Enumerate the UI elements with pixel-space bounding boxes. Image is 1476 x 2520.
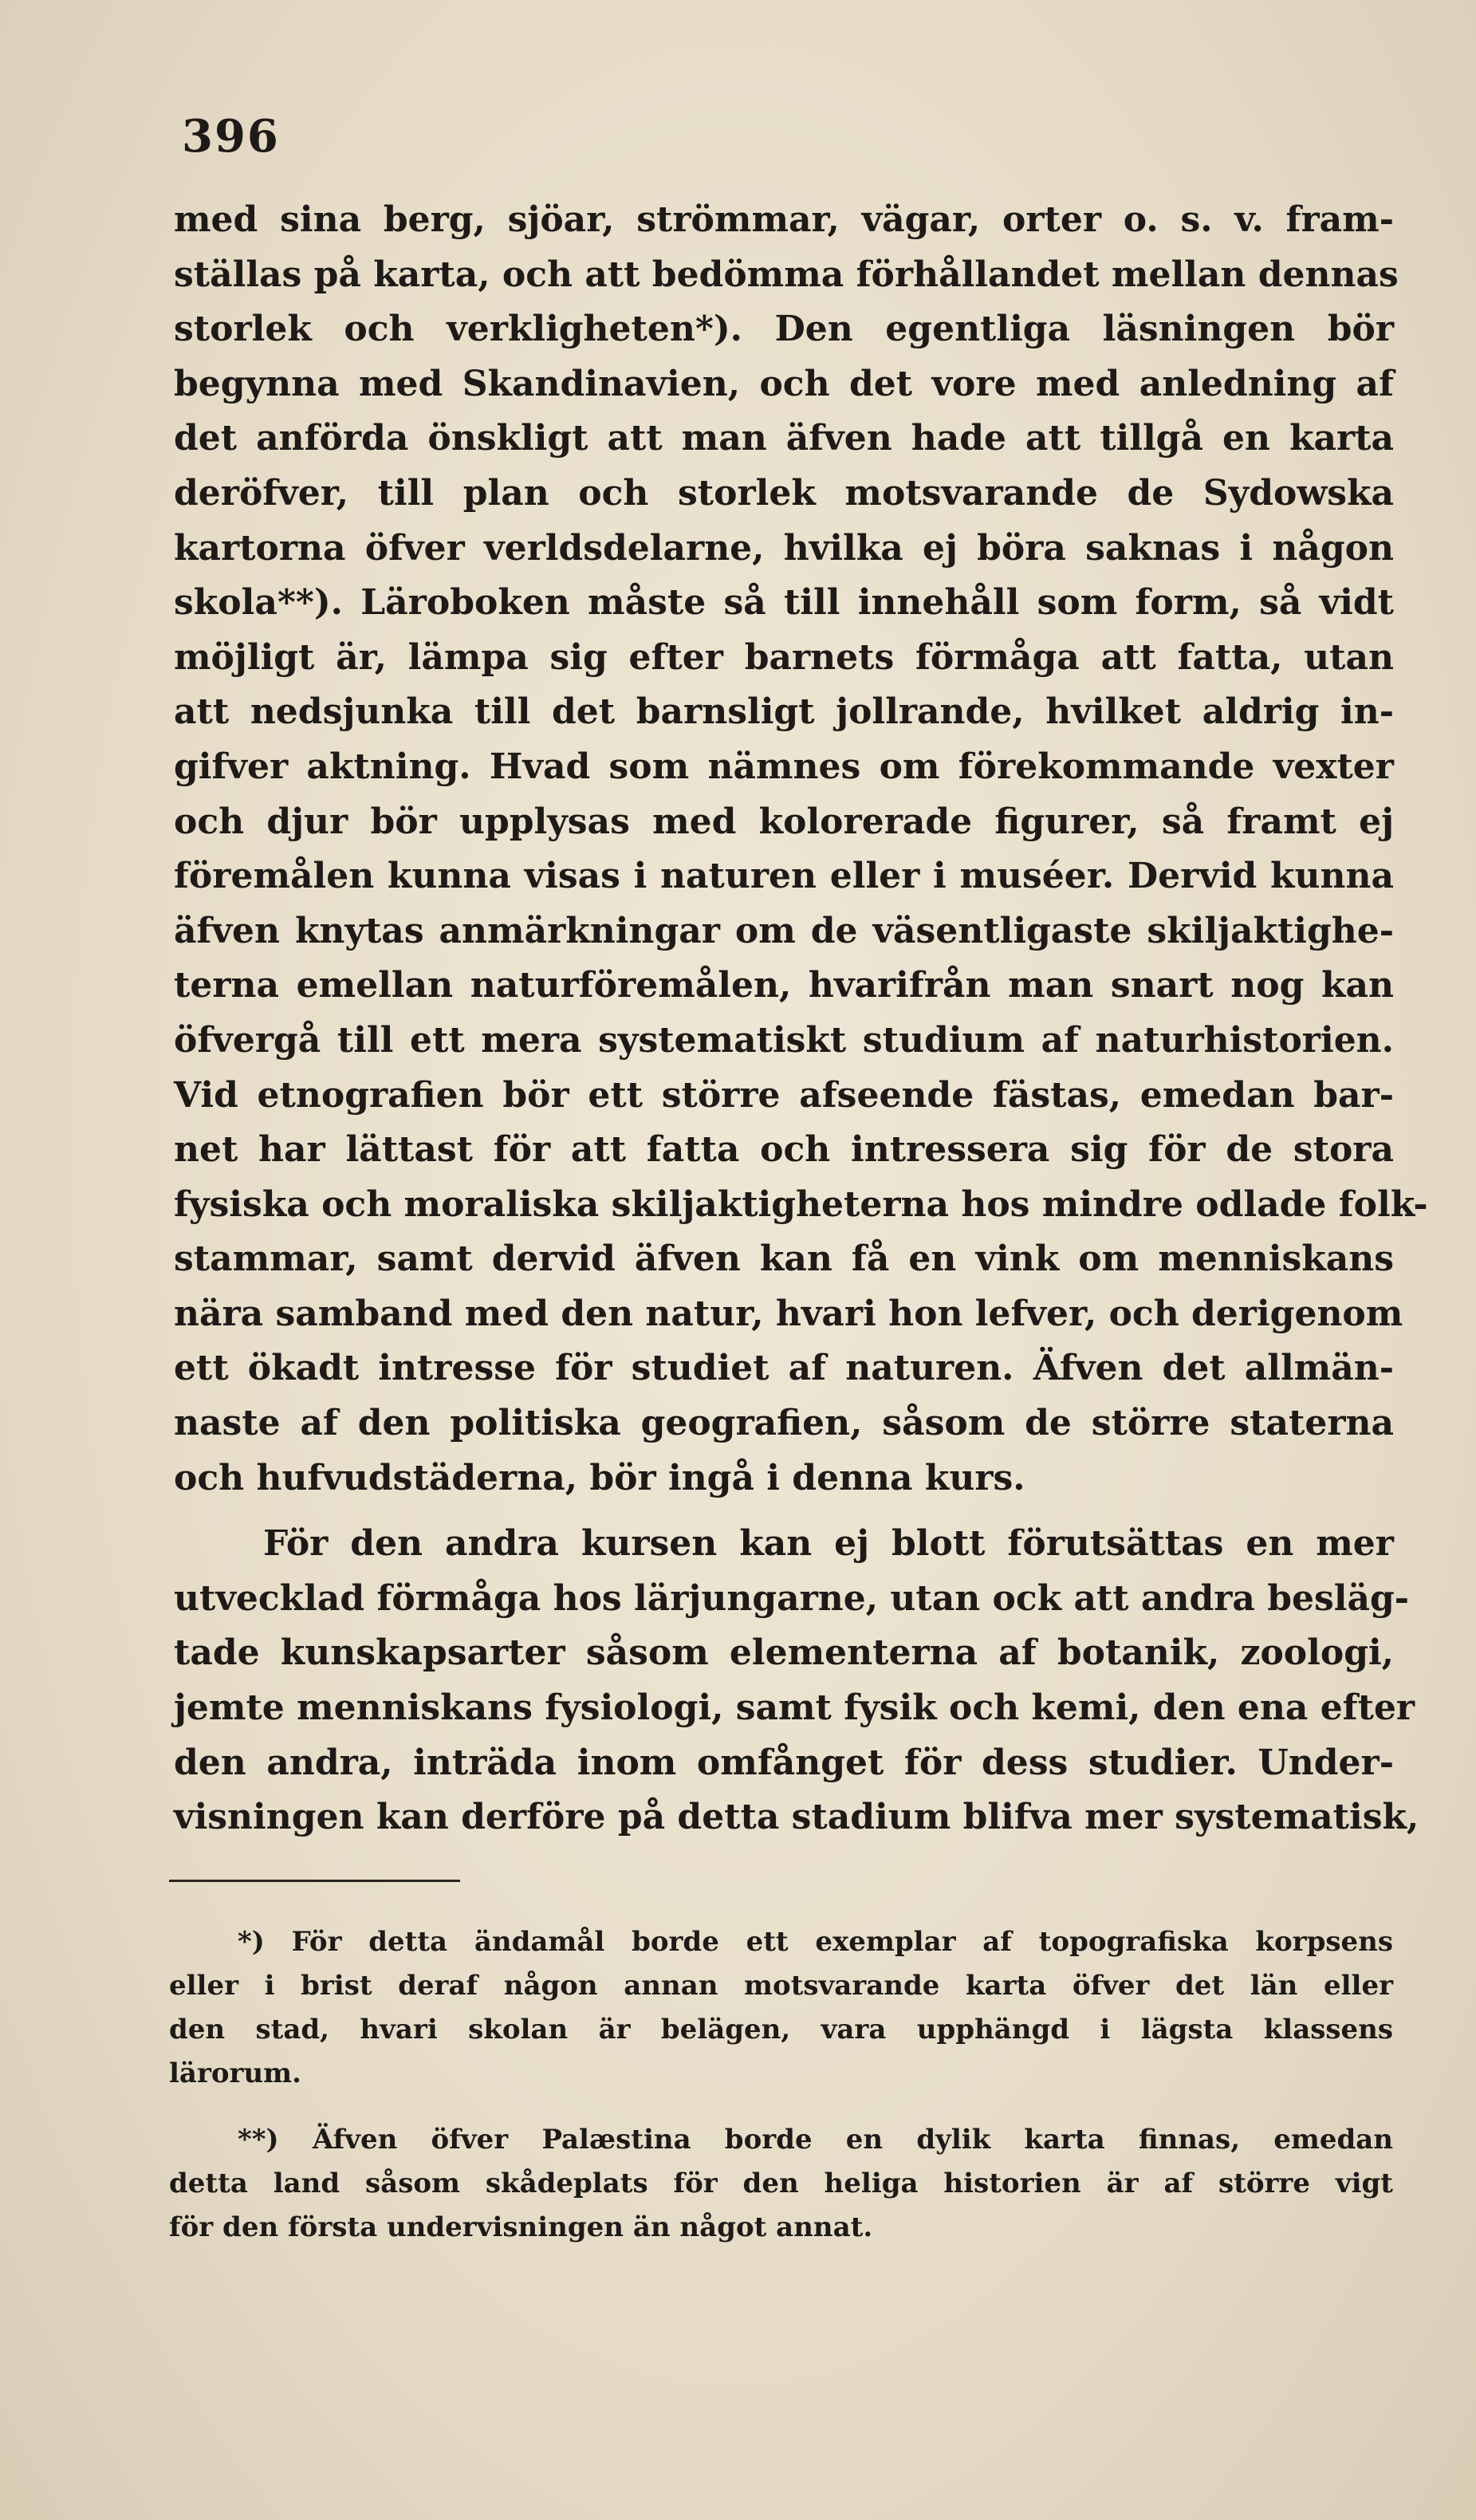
text-line: utvecklad förmåga hos lärjungarne, utan ock att andra besläg- bbox=[174, 1577, 1410, 1619]
footnote-line: lärorum. bbox=[169, 2057, 301, 2089]
text-line: äfven knytas anmärkningar om de väsentligaste skiljaktighe- bbox=[174, 910, 1394, 951]
text-line: ett ökadt intresse för studiet af naturen. Äfven det allmän- bbox=[174, 1348, 1394, 1389]
footnote-line: **) Äfven öfver Palæstina borde en dylik karta finnas, emedan bbox=[238, 2124, 1393, 2156]
page-number: 396 bbox=[182, 110, 280, 163]
text-line: kartorna öfver verldsdelarne, hvilka ej böra saknas i någon bbox=[174, 527, 1394, 569]
text-line: ställas på karta, och att bedömma förhållandet mellan dennas bbox=[174, 254, 1399, 295]
text-line: gifver aktning. Hvad som nämnes om förekommande vexter bbox=[174, 746, 1394, 787]
text-line: För den andra kursen kan ej blott förutsättas en mer bbox=[263, 1523, 1394, 1565]
footnote-line: den stad, hvari skolan är belägen, vara upphängd i lägsta klassens bbox=[169, 2014, 1393, 2046]
text-line: nära samband med den natur, hvari hon lefver, och derigenom bbox=[174, 1293, 1403, 1334]
paragraph-1 bbox=[174, 193, 1428, 1506]
text-line: storlek och verkligheten*). Den egentliga läsningen bör bbox=[174, 309, 1394, 350]
text-line: med sina berg, sjöar, strömmar, vägar, orter o. s. v. fram- bbox=[174, 199, 1394, 240]
text-line: att nedsjunka till det barnsligt jollrande, hvilket aldrig in- bbox=[174, 691, 1394, 733]
footnote-line: för den första undervisningen än något annat. bbox=[169, 2211, 873, 2243]
footnote-line: eller i brist deraf någon annan motsvarande karta öfver det län eller bbox=[169, 1970, 1393, 2002]
main-text bbox=[174, 193, 1428, 1845]
text-line: och djur bör upplysas med kolorerade figurer, så framt ej bbox=[174, 801, 1394, 842]
text-line: deröfver, till plan och storlek motsvarande de Sydowska bbox=[174, 472, 1394, 514]
footnote-line: detta land såsom skådeplats för den heliga historien är af större vigt bbox=[169, 2168, 1393, 2199]
text-line: fysiska och moraliska skiljaktigheterna hos mindre odlade folk- bbox=[174, 1183, 1428, 1225]
paragraph-2 bbox=[174, 1517, 1419, 1845]
text-line: net har lättast för att fatta och intressera sig för de stora bbox=[174, 1129, 1394, 1171]
footnote-1 bbox=[169, 1920, 1393, 2096]
text-line: möjligt är, lämpa sig efter barnets förmåga att fatta, utan bbox=[174, 636, 1394, 678]
text-line: visningen kan derföre på detta stadium blifva mer systematisk, bbox=[174, 1797, 1419, 1838]
footnotes bbox=[169, 1920, 1393, 2272]
text-line: begynna med Skandinavien, och det vore med anledning af bbox=[174, 363, 1394, 404]
text-line: terna emellan naturföremålen, hvarifrån man snart nog kan bbox=[174, 965, 1394, 1006]
text-line: föremålen kunna visas i naturen eller i muséer. Dervid kunna bbox=[174, 856, 1394, 897]
text-line: naste af den politiska geografien, såsom de större staterna bbox=[174, 1403, 1394, 1444]
footnote-divider bbox=[169, 1880, 460, 1882]
text-line: den andra, inträda inom omfånget för dess studier. Under- bbox=[174, 1742, 1394, 1783]
footnote-2 bbox=[169, 2118, 1393, 2250]
text-line: och hufvudstäderna, bör ingå i denna kurs. bbox=[174, 1457, 1025, 1498]
text-line: tade kunskapsarter såsom elementerna af botanik, zoologi, bbox=[174, 1632, 1394, 1674]
text-line: jemte menniskans fysiologi, samt fysik och kemi, den ena efter bbox=[174, 1687, 1415, 1729]
text-line: stammar, samt dervid äfven kan få en vink om menniskans bbox=[174, 1238, 1394, 1280]
text-line: Vid etnografien bör ett större afseende fästas, emedan bar- bbox=[174, 1074, 1394, 1116]
text-line: det anförda önskligt att man äfven hade att tillgå en karta bbox=[174, 418, 1394, 459]
footnote-line: *) För detta ändamål borde ett exemplar af topografiska korpsens bbox=[238, 1926, 1393, 1958]
text-line: skola**). Läroboken måste så till innehåll som form, så vidt bbox=[174, 582, 1394, 624]
text-line: öfvergå till ett mera systematiskt studium af naturhistorien. bbox=[174, 1019, 1394, 1061]
